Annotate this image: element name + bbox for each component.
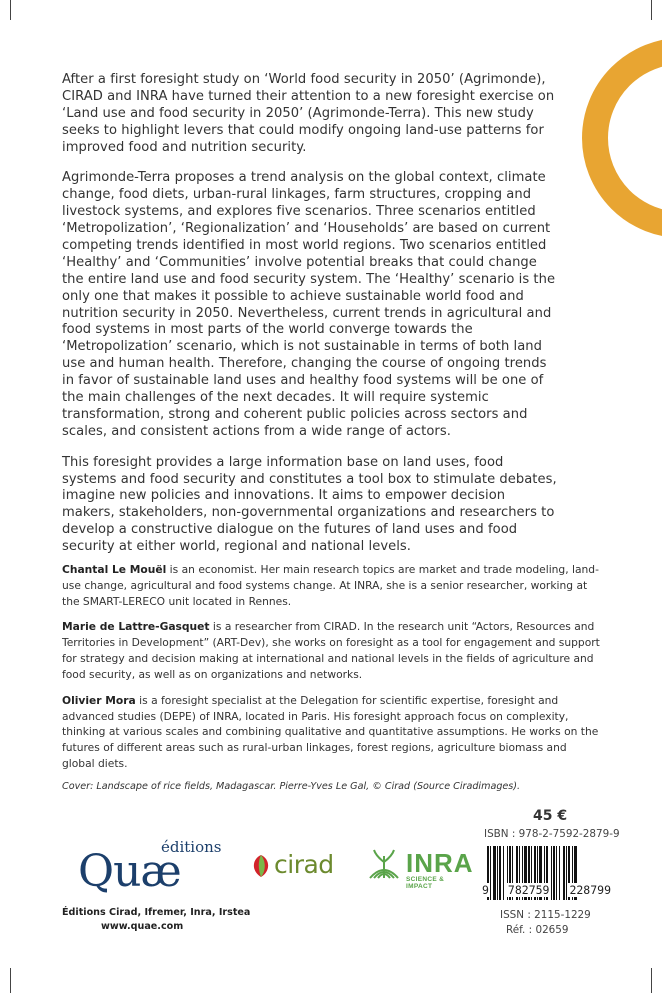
price: 45 €: [533, 808, 568, 824]
crop-mark-bottom-left: [10, 968, 11, 993]
cover-credit: Cover: Landscape of rice fields, Madagascar. Pierre-Yves Le Gal, © Cirad (Source Ciradimages).: [62, 781, 521, 792]
barcode-digit-group: 228799: [569, 883, 611, 897]
barcode-digit-group: 9: [482, 883, 489, 897]
author-bio-text: is an economist. Her main research topics are market and trade modeling, land-use change, agricultural and food systems change. At INRA, she is a senior researcher, working at the SMART-LERECO unit located in Rennes.: [62, 563, 599, 608]
author-name: Marie de Lattre-Gasquet: [62, 620, 210, 634]
crop-mark-bottom-right: [651, 968, 652, 993]
inra-logo-subtitle: SCIENCE & IMPACT: [406, 876, 445, 890]
author-bios: [62, 562, 602, 782]
description-paragraph: Agrimonde-Terra proposes a trend analysis on the global context, climate change, food diets, urban-rural linkages, farm structures, cropping and livestock systems, and explores five scenarios. Three scenarios entitled ‘Metropolization’, ‘Regionalization’ and ‘Households’ are based on current competing trends identified in most world regions. Two scenarios entitled ‘Healthy’ and ‘Communities’ involve potential breaks that could change the entire land use and food security system. The ‘Healthy’ scenario is the only one that makes it possible to achieve sustainable world food and nutrition security in 2050. Nevertheless, current trends in agricultural and food systems in most parts of the world converge towards the ‘Metropolization’ scenario, which is not sustainable in terms of both land use and human health. Therefore, changing the course of ongoing trends in favor of sustainable land uses and healthy food systems will be one of the main challenges of the next decades. It will require systemic transformation, strong and coherent public policies across sectors and scales, and consistent actions from a wide range of actors.: [62, 170, 556, 439]
publisher-url: www.quae.com: [101, 921, 184, 932]
issn: ISSN : 2115-1229: [500, 909, 591, 921]
author-name: Chantal Le Mouël: [62, 563, 167, 576]
back-cover-description: [62, 72, 562, 570]
barcode-digit-group: 782759: [507, 883, 550, 897]
crop-mark-top-left: [10, 0, 11, 20]
quae-logo-editions: éditions: [161, 838, 222, 856]
barcode-digits: [481, 883, 613, 897]
author-bio-text: is a researcher from CIRAD. In the research unit “Actors, Resources and Territories in Development” (ART-Dev), she works on foresight as a tool for engagement and support for strategy and decision making at international and national levels in the fields of agriculture and food security, as well as on organizations and networks.: [62, 620, 600, 681]
cirad-leaf-icon: [250, 853, 272, 879]
author-name: Olivier Mora: [62, 693, 136, 707]
quae-logo: [78, 838, 222, 906]
cirad-logo: [250, 850, 342, 882]
description-paragraph: This foresight provides a large information base on land uses, food systems and food security and constitutes a tool box to stimulate debates, imagine new policies and innovations. It aims to empower decision makers, stakeholders, non-governmental organizations and researchers to develop a constructive dialogue on the futures of land uses and food security at either world, regional and national levels.: [62, 454, 557, 555]
inra-sprout-icon: [366, 848, 402, 884]
quae-logo-word: Quæ: [78, 846, 181, 897]
inra-logo: [366, 848, 474, 892]
author-bio: [62, 619, 602, 682]
isbn: ISBN : 978-2-7592-2879-9: [484, 828, 620, 840]
author-bio-text: is a foresight specialist at the Delegation for scientific expertise, foresight and advanced studies (DEPE) of INRA, located in Paris. His foresight approach focus on complexity, thinking at various scales and combining qualitative and quantitative assumptions. He works on the futures of different areas such as rural-urban linkages, forest regions, agriculture biomass and global diets.: [62, 693, 599, 771]
inra-logo-word: INRA: [406, 848, 474, 878]
publisher-tagline: Éditions Cirad, Ifremer, Inra, Irstea: [62, 907, 251, 918]
cirad-logo-word: cirad: [274, 850, 334, 879]
description-paragraph: After a first foresight study on ‘World food security in 2050’ (Agrimonde), CIRAD and INRA have turned their attention to a new foresight exercise on ‘Land use and food security in 2050’ (Agrimonde-Terra). This new study seeks to highlight levers that could modify ongoing land-use patterns for improved food and nutrition security.: [62, 72, 555, 155]
reference-number: Réf. : 02659: [506, 924, 569, 936]
crop-mark-top-right: [651, 0, 652, 20]
author-bio: [62, 562, 602, 609]
decorative-arc: [582, 38, 662, 238]
author-bio: [62, 693, 602, 772]
